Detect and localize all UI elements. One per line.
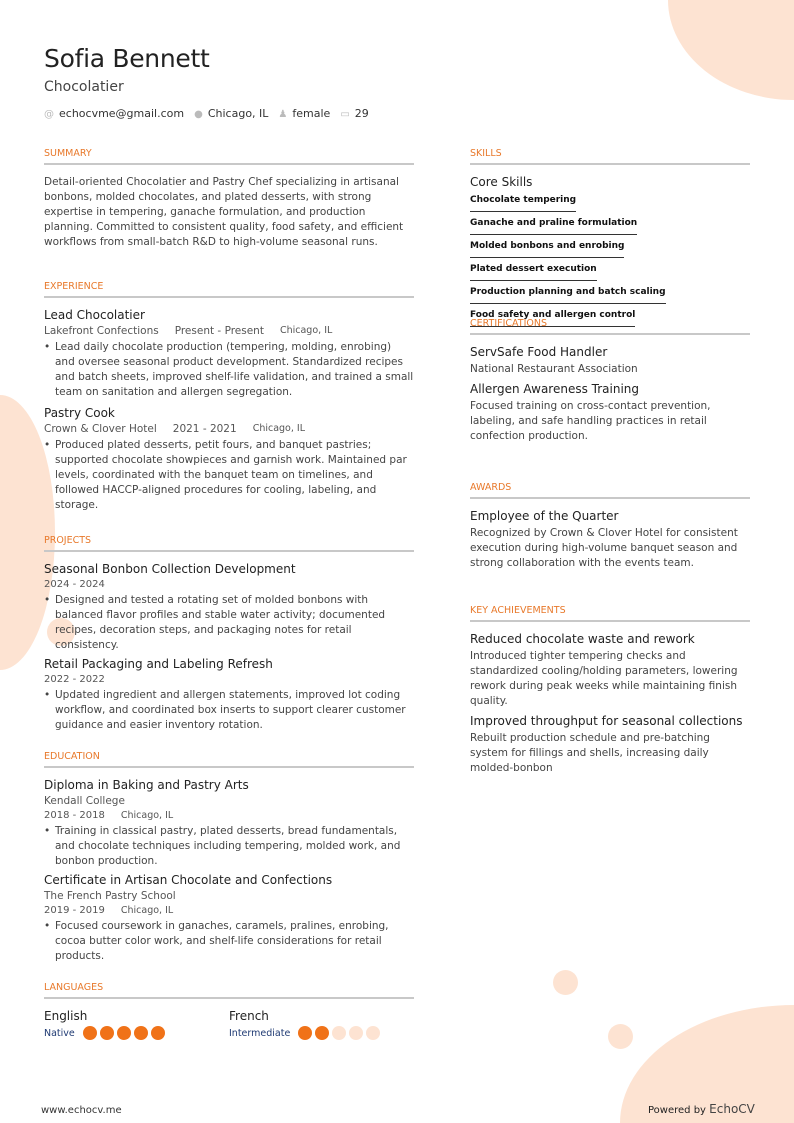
dot-empty xyxy=(332,1026,346,1040)
dates: Present - Present xyxy=(174,325,264,337)
section-heading: LANGUAGES xyxy=(44,982,414,999)
decor-circle xyxy=(608,1024,633,1049)
award-title: Employee of the Quarter xyxy=(470,509,619,523)
dot-filled xyxy=(298,1026,312,1040)
achievement-title: Improved throughput for seasonal collections xyxy=(470,714,743,728)
section-heading: AWARDS xyxy=(470,482,750,499)
awards-section xyxy=(470,482,750,571)
cert-issuer: National Restaurant Association xyxy=(470,363,638,375)
proficiency-dots xyxy=(83,1026,165,1040)
section-heading: SKILLS xyxy=(470,148,750,165)
dot-filled xyxy=(117,1026,131,1040)
cert-title: ServSafe Food Handler xyxy=(470,345,608,359)
languages-section xyxy=(44,982,414,1040)
school: The French Pastry School xyxy=(44,890,176,902)
dot-filled xyxy=(151,1026,165,1040)
location: Chicago, IL xyxy=(120,810,174,821)
proficiency-dots xyxy=(298,1026,380,1040)
skill-tag: Molded bonbons and enrobing xyxy=(470,241,624,258)
school: Kendall College xyxy=(44,795,125,807)
job-title: Lead Chocolatier xyxy=(44,308,145,322)
gender: female xyxy=(292,107,331,120)
education-item xyxy=(44,873,414,964)
skill-tag: Production planning and batch scaling xyxy=(470,287,666,304)
achievement-description: Rebuilt production schedule and pre-batching system for fillings and shells, increasing daily molded-bonbon xyxy=(470,732,710,774)
experience-section xyxy=(44,281,414,513)
dot-empty xyxy=(349,1026,363,1040)
language-name: French xyxy=(229,1009,269,1023)
decor-blob-top-right xyxy=(668,0,794,100)
location: Chicago, IL xyxy=(279,325,333,336)
website-link[interactable]: www.echocv.me xyxy=(41,1105,122,1116)
achievement-title: Reduced chocolate waste and rework xyxy=(470,632,695,646)
company: Crown & Clover Hotel xyxy=(44,423,157,435)
skill-tag: Chocolate tempering xyxy=(470,195,576,212)
language-level: Native xyxy=(44,1027,75,1039)
company: Lakefront Confections xyxy=(44,325,159,337)
summary-text: Detail-oriented Chocolatier and Pastry Chef specializing in artisanal bonbons, molded chocolates, and plated desserts, with strong expertise in tempering, ganache formulation, and production planning. Committed to consistent quality, food safety, and efficient workflows from small-batch R&D to high-volume seasonal runs. xyxy=(44,176,404,248)
dates: 2024 - 2024 xyxy=(44,579,105,590)
experience-item xyxy=(44,308,414,400)
project-item xyxy=(44,657,414,733)
age: 29 xyxy=(354,107,369,120)
location: Chicago, IL xyxy=(120,905,174,916)
education-item xyxy=(44,778,414,869)
achievements-section xyxy=(470,605,750,776)
skill-tag: Food safety and allergen control xyxy=(470,310,635,327)
email: echocvme@gmail.com xyxy=(59,107,185,120)
dates: 2021 - 2021 xyxy=(172,423,237,435)
email-icon: @ xyxy=(44,109,54,120)
project-item xyxy=(44,562,414,653)
language-name: English xyxy=(44,1009,88,1023)
dot-filled xyxy=(83,1026,97,1040)
location: Chicago, IL xyxy=(207,107,269,120)
degree: Certificate in Artisan Chocolate and Confections xyxy=(44,873,333,887)
language-item xyxy=(44,1009,229,1040)
powered-by xyxy=(648,1102,755,1116)
skill-tag: Ganache and praline formulation xyxy=(470,218,637,235)
job-title: Pastry Cook xyxy=(44,406,115,420)
dates: 2022 - 2022 xyxy=(44,674,105,685)
powered-by-label: Powered by xyxy=(648,1105,706,1116)
dot-filled xyxy=(315,1026,329,1040)
award-description: Recognized by Crown & Clover Hotel for consistent execution during high-volume banquet season and strong collaboration with the events team. xyxy=(470,527,738,569)
job-title: Chocolatier xyxy=(44,79,124,95)
dot-empty xyxy=(366,1026,380,1040)
project-title: Seasonal Bonbon Collection Development xyxy=(44,562,296,576)
bullet: • Produced plated desserts, petit fours, and banquet pastries; supported chocolate showpieces and garnish work. Maintained par levels, coordinated with the banquet team on timelines, and followed HACCP-aligned procedures for cooling, labeling, and storage. xyxy=(44,438,414,513)
section-heading: PROJECTS xyxy=(44,535,414,552)
section-heading: CERTIFICATIONS xyxy=(470,318,750,335)
degree: Diploma in Baking and Pastry Arts xyxy=(44,778,249,792)
section-heading: EDUCATION xyxy=(44,751,414,768)
skills-section xyxy=(470,148,750,327)
cert-description: Focused training on cross-contact prevention, labeling, and safe handling practices in retail confection production. xyxy=(470,400,711,442)
person-icon: ♟ xyxy=(278,109,288,120)
section-heading: SUMMARY xyxy=(44,148,414,165)
bullet: • Updated ingredient and allergen statements, improved lot coding workflow, and coordinated box inserts to support clearer customer guidance and easier inventory rotation. xyxy=(44,688,414,733)
header xyxy=(44,44,369,120)
skill-tag: Plated dessert execution xyxy=(470,264,597,281)
skills-group-title: Core Skills xyxy=(470,175,533,189)
language-item xyxy=(229,1009,414,1040)
bullet: • Designed and tested a rotating set of molded bonbons with balanced flavor profiles and stable water activity; documented recipes, decoration steps, and packaging notes for retail consistency. xyxy=(44,593,414,653)
dot-filled xyxy=(134,1026,148,1040)
certifications-section xyxy=(470,318,750,444)
summary-section xyxy=(44,148,414,250)
section-heading: EXPERIENCE xyxy=(44,281,414,298)
education-section xyxy=(44,751,414,964)
brand-logo[interactable]: EchoCV xyxy=(709,1102,755,1116)
bullet: • Lead daily chocolate production (tempering, molding, enrobing) and oversee seasonal product development. Standardized recipes and batch sheets, improved shelf-life validation, and trained a small team on sanitation and allergen segregation. xyxy=(44,340,414,400)
section-heading: KEY ACHIEVEMENTS xyxy=(470,605,750,622)
dates: 2019 - 2019 xyxy=(44,905,105,916)
dot-filled xyxy=(100,1026,114,1040)
bullet: • Training in classical pastry, plated desserts, bread fundamentals, and chocolate techniques including tempering, molded work, and bonbon production. xyxy=(44,824,414,869)
language-level: Intermediate xyxy=(229,1027,291,1039)
calendar-icon: ▭ xyxy=(340,109,350,120)
project-title: Retail Packaging and Labeling Refresh xyxy=(44,657,273,671)
location: Chicago, IL xyxy=(252,423,306,434)
cert-title: Allergen Awareness Training xyxy=(470,382,640,396)
decor-circle xyxy=(553,970,578,995)
dates: 2018 - 2018 xyxy=(44,810,105,821)
experience-item xyxy=(44,406,414,513)
location-pin-icon: ● xyxy=(194,109,203,120)
projects-section xyxy=(44,535,414,733)
bullet: • Focused coursework in ganaches, caramels, pralines, enrobing, cocoa butter color work, and shelf-life considerations for retail products. xyxy=(44,919,414,964)
achievement-description: Introduced tighter tempering checks and standardized cooling/holding parameters, lowering rework during peak weeks while maintaining finish quality. xyxy=(470,650,738,707)
contact-row xyxy=(44,107,369,120)
candidate-name: Sofia Bennett xyxy=(44,44,210,73)
